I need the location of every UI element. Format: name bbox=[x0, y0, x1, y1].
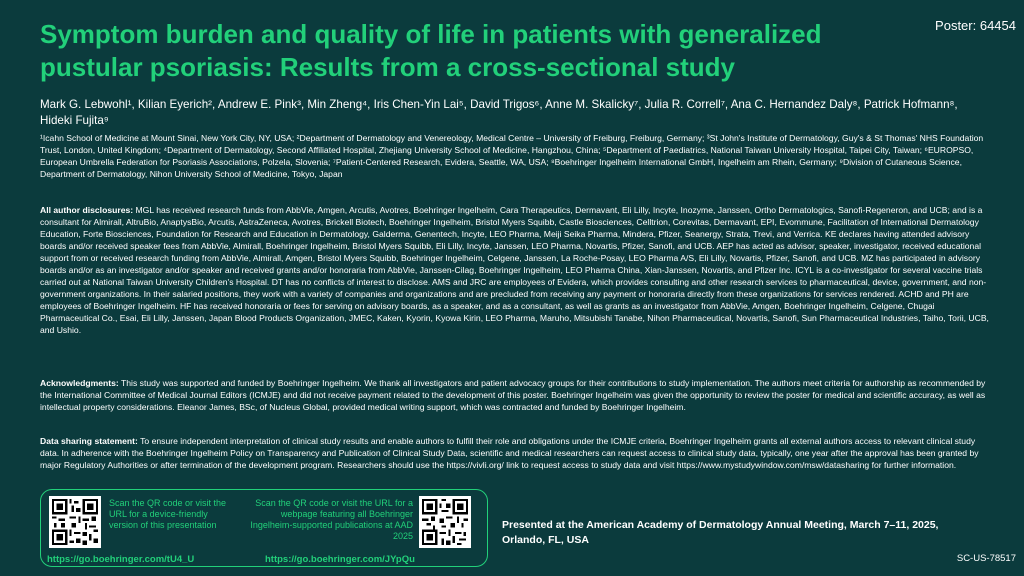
presented-at: Presented at the American Academy of Dermatology Annual Meeting, March 7–11, 2025, Orlando, FL, USA bbox=[502, 519, 939, 546]
data-sharing-label: Data sharing statement: bbox=[40, 436, 138, 446]
disclosures-text: MGL has received research funds from AbbVie, Amgen, Arcutis, Avotres, Boehringer Ingelheim, Cara Therapeutics, Dermavant, Eli Lilly, Incyte, Inozyme, Janssen, Ortho Dermatologics, Sanofi-Regeneron, and UCB; and is a consultant for Almirall, AltruBio, AnaptysBio, Arcutis, AstraZeneca, Avotres, Brickell Biotech, Boehringer Ingelheim, Bristol Myers Squibb, Castle Biosciences, Celltrion, Corevitas, Dermavant, EPI, Evommune, Facilitation of International Dermatology Education, Forte Biosciences, Foundation for Research and Education in Dermatology, Galderma, Genentech, Incyte, LEO Pharma, Meiji Seika Pharma, Mindera, Pfizer, Seanergy, Strata, Trevi, and Verrica. KE declares having attended advisory boards and/or received speaker fees from AbbVie, Almirall, Boehringer Ingelheim, Bristol Myers Squibb, Eli Lilly, Incyte, Janssen, LEO Pharma, Novartis, Pfizer, Sanofi, and UCB. AEP has acted as advisor, speaker, investigator, received educational support from or received research funding from AbbVie, Almirall, Amgen, Bristol Myers Squibb, Boehringer Ingelheim, Celgene, Janssen, La Roche-Posay, LEO Pharma A/S, Eli Lilly, Novartis, Pfizer, Sanofi, and UCB. MZ has participated in advisory boards and/or as an investigator and/or speaker and received grants and/or honoraria from AbbVie, Janssen-Cilag, Boehringer Ingelheim, LEO Pharma China, Xian-Janssen, Novartis, and Pfizer Inc. ICYL is a co-investigator for several vaccine trials carried out at National Taiwan University Children's Hospital. DT has no conflicts of interest to disclose. AMS and JRC are employees of Evidera, which provides consulting and other research services to pharmaceutical, device, government, and non-government organizations. In their salaried positions, they work with a variety of companies and organizations and are precluded from receiving any payment or honoraria directly from these organizations for services rendered. ACHD and PH are employees of Boehringer Ingelheim. HF has received honoraria or fees for serving on advisory boards, as a speaker, and as a consultant, as well as grants as an investigator from AbbVie, Amgen, Boehringer Ingelheim, Celgene, Chugai Pharmaceutical Co., Esai, Eli Lilly, Janssen, Japan Blood Products Organization, JMEC, Kaken, Kyorin, Kyowa Kirin, LEO Pharma, Maruho, Mitsubishi Tanabe, Nihon Pharmaceutical, Novartis, Sanofi, Sun Pharmaceutical Industries, Taiho, Torii, UCB, and Ushio. bbox=[40, 205, 989, 335]
acknowledgments-section bbox=[40, 377, 995, 413]
qr-right-caption: Scan the QR code or visit the URL for a webpage featuring all Boehringer Ingelheim-supported publications at AAD 2025 bbox=[250, 498, 413, 541]
author-list: Mark G. Lebwohl¹, Kilian Eyerich², Andrew E. Pink³, Min Zheng⁴, Iris Chen-Yin Lai⁵, David Trigos⁶, Anne M. Skalicky⁷, Julia R. Correll⁷, Ana C. Hernandez Daly⁸, Patrick Hofmann⁸, Hideki Fujita⁹ bbox=[40, 98, 958, 127]
disclosures-label: All author disclosures: bbox=[40, 205, 134, 215]
acknowledgments-label: Acknowledgments: bbox=[40, 378, 119, 388]
data-sharing-text: To ensure independent interpretation of clinical study results and enable authors to fulfill their role and obligations under the ICMJE criteria, Boehringer Ingelheim grants all external authors access to relevant clinical study data. In adherence with the Boehringer Ingelheim Policy on Transparency and Publication of Clinical Study Data, scientific and medical researchers can request access to clinical study data, typically, one year after the approval has been granted by major Regulatory Authorities or after termination of the development program. Researchers should use the https://vivli.org/ link to request access to study data and visit https://www.mystudywindow.com/msw/datasharing for further information. bbox=[40, 436, 979, 470]
poster-id: Poster: 64454 bbox=[935, 18, 1016, 33]
disclosures-section bbox=[40, 204, 995, 336]
qr-panel bbox=[40, 489, 488, 567]
document-code: SC-US-78517 bbox=[956, 553, 1016, 564]
data-sharing-section bbox=[40, 435, 995, 471]
page-title: Symptom burden and quality of life in patients with generalized pustular psoriasis: Results from a cross-sectional study bbox=[40, 19, 822, 82]
affiliations: ¹Icahn School of Medicine at Mount Sinai, New York City, NY, USA; ²Department of Dermatology and Venereology, Medical Centre – University of Freiburg, Freiburg, Germany; ³St John's Institute of Dermatology, Guy's & St Thomas' NHS Foundation Trust, London, United Kingdom; ⁴Department of Dermatology, Second Affiliated Hospital, Zhejiang University School of Medicine, Hangzhou, China; ⁵Department of Paediatrics, National Taiwan University Hospital, Taipei City, Taiwan; ⁶EUROPSO, European Umbrella Federation for Psoriasis Associations, Polzela, Slovenia; ⁷Patient-Centered Research, Evidera, Seattle, WA, USA; ⁸Boehringer Ingelheim International GmbH, Ingelheim am Rhein, Germany; ⁹Division of Cutaneous Science, Department of Dermatology, Nihon University School of Medicine, Tokyo, Japan bbox=[40, 133, 984, 179]
qr-left-caption: Scan the QR code or visit the URL for a device-friendly version of this presentation bbox=[109, 498, 227, 530]
publications-link[interactable]: https://go.boehringer.com/JYpQu bbox=[265, 554, 415, 565]
acknowledgments-text: This study was supported and funded by Boehringer Ingelheim. We thank all investigators and patient advocacy groups for their contributions to study implementation. The authors meet criteria for authorship as recommended by the International Committee of Medical Journal Editors (ICMJE) and did not receive payment related to the development of this poster. Boehringer Ingelheim was given the opportunity to review the poster for medical and scientific accuracy, as well as intellectual property considerations. Eleanor James, BSc, of Nucleus Global, provided medical writing support, which was contracted and funded by Boehringer Ingelheim. bbox=[40, 378, 986, 412]
presentation-link[interactable]: https://go.boehringer.com/tU4_U bbox=[47, 554, 195, 565]
qr-code-presentation-icon[interactable] bbox=[49, 496, 101, 548]
qr-code-publications-icon[interactable] bbox=[419, 496, 471, 548]
